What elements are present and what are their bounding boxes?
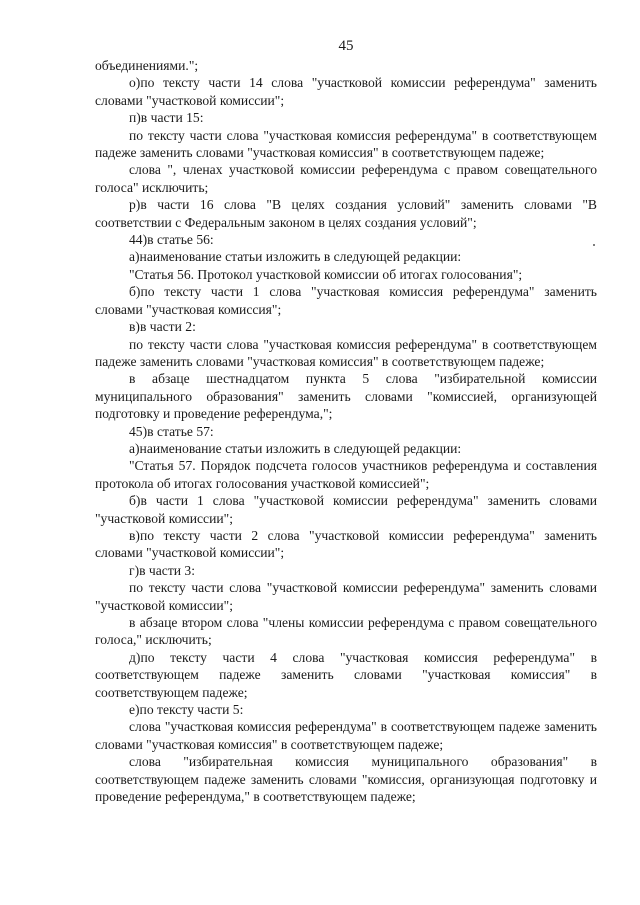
paragraph: 45)в статье 57:	[129, 423, 214, 439]
page-number: 45	[338, 38, 354, 54]
paragraph: слова "участковая комиссия референдума" в соответствующем падеже заменить словами "участковая комиссия" в соответствующем падеже;	[95, 719, 597, 752]
document-body	[95, 57, 597, 805]
paragraph: по тексту части слова "участковая комиссия референдума" в соответствующем падеже заменить словами "участковая комиссия" в соответствующем падеже;	[95, 127, 597, 161]
paragraph: а)наименование статьи изложить в следующей редакции:	[129, 249, 462, 265]
paragraph: р)в части 16 слова "В целях создания условий" заменить словами "В соответствии с Федеральным законом в целях создания условий";	[95, 197, 597, 230]
paragraph: "Статья 57. Порядок подсчета голосов участников референдума и составления протокола об итогах голосования участковой комиссией";	[95, 458, 597, 491]
paragraph: объединениями.";	[95, 58, 199, 73]
paragraph: слова "избирательная комиссия муниципального образования" в соответствующем падеже заменить словами "комиссия, организующая подготовку и проведение референдума," в соответствующем падеже;	[95, 754, 597, 805]
paragraph: п)в части 15:	[129, 110, 204, 126]
scan-speck	[593, 244, 595, 246]
paragraph: слова ", членах участковой комиссии референдума с правом совещательного голоса" исключить;	[95, 162, 597, 195]
paragraph: б)по тексту части 1 слова "участковая комиссия референдума" заменить словами "участковая комиссия";	[95, 284, 597, 317]
paragraph: по тексту части слова "участковая комиссия референдума" в соответствующем падеже заменить словами "участковая комиссия" в соответствующем падеже;	[95, 336, 597, 369]
paragraph: г)в части 3:	[129, 562, 196, 578]
paragraph: 44)в статье 56:	[129, 232, 214, 248]
paragraph: о)по тексту части 14 слова "участковой комиссии референдума" заменить словами "участковой комиссии";	[95, 75, 597, 108]
paragraph: в абзаце шестнадцатом пункта 5 слова "избирательной комиссии муниципального образования" заменить словами "комиссией, организующей подготовку и проведение референдума,";	[95, 371, 597, 422]
paragraph: в абзаце втором слова "члены комиссии референдума с правом совещательного голоса," исключить;	[95, 615, 597, 648]
paragraph: е)по тексту части 5:	[129, 702, 244, 718]
document-page	[95, 0, 597, 905]
paragraph: в)в части 2:	[129, 319, 196, 335]
paragraph: "Статья 56. Протокол участковой комиссии об итогах голосования";	[129, 266, 523, 282]
paragraph: в)по тексту части 2 слова "участковой комиссии референдума" заменить словами "участковой комиссии";	[95, 527, 597, 561]
paragraph: б)в части 1 слова "участковой комиссии референдума" заменить словами "участковой комиссии";	[95, 493, 597, 526]
paragraph: д)по тексту части 4 слова "участковая комиссия референдума" в соответствующем падеже заменить словами "участковая комиссия" в соответствующем падеже;	[95, 649, 597, 700]
paragraph: по тексту части слова "участковой комиссии референдума" заменить словами "участковой комиссии";	[95, 580, 597, 613]
paragraph: а)наименование статьи изложить в следующей редакции:	[129, 440, 462, 456]
